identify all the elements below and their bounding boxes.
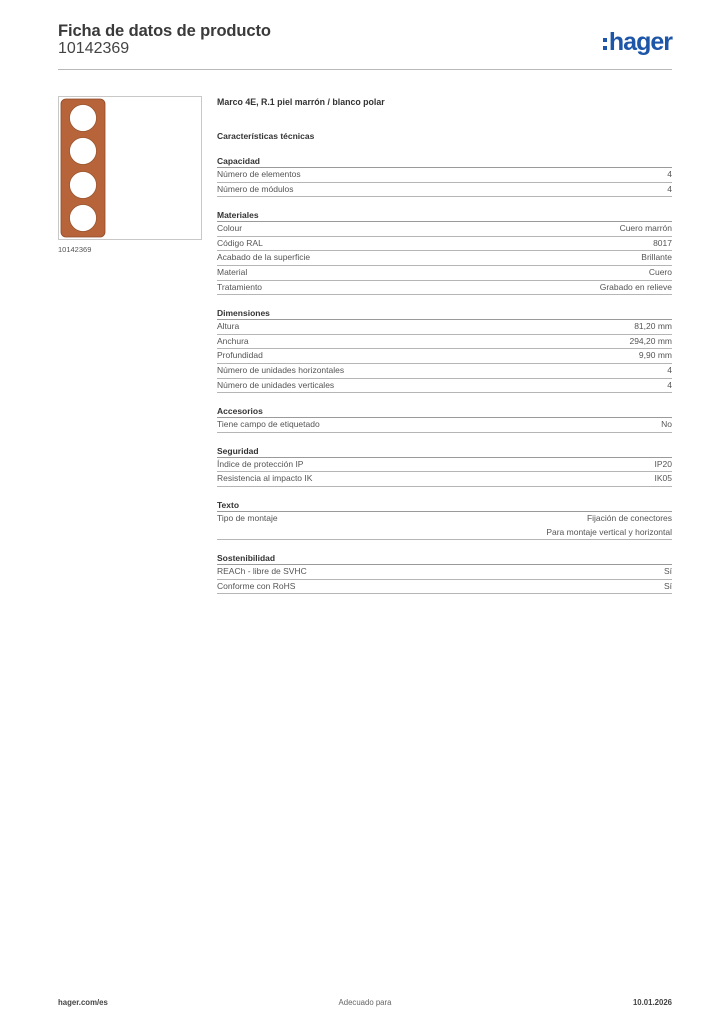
spec-section [217, 405, 672, 433]
tech-characteristics-heading: Características técnicas [217, 131, 315, 141]
spec-value [667, 183, 672, 197]
spec-label: Colour [217, 223, 243, 234]
spec-label: Tiene campo de etiquetado [217, 419, 320, 430]
spec-row [217, 580, 672, 595]
frame-insert-1 [70, 105, 97, 132]
page-header [58, 20, 672, 70]
spec-label: Anchura [217, 335, 249, 346]
section-title: Texto [217, 499, 672, 512]
logo-text: hager [608, 28, 672, 56]
spec-row [217, 379, 672, 394]
footer-date: 10.01.2026 [632, 998, 672, 1007]
spec-label: Número de elementos [217, 169, 301, 179]
section-title: Capacidad [217, 155, 672, 168]
spec-row [217, 222, 672, 237]
frame-insert-4 [70, 205, 97, 232]
spec-value-line: Brillante [641, 252, 672, 263]
spec-section [217, 499, 672, 540]
spec-value-line: 4 [667, 379, 672, 390]
spec-label: Número de unidades horizontales [217, 364, 345, 375]
spec-value-line: Fijación de conectores [586, 512, 672, 523]
section-title: Sostenibilidad [217, 552, 672, 565]
spec-row [217, 335, 672, 350]
spec-value-line: 4 [667, 169, 672, 179]
spec-value [629, 335, 672, 349]
spec-value [546, 512, 672, 539]
spec-section [217, 307, 672, 393]
section-title: Dimensiones [217, 307, 672, 320]
spec-value [664, 565, 672, 579]
spec-section [217, 445, 672, 487]
page-footer [58, 998, 672, 1010]
spec-value [664, 580, 672, 594]
spec-section [217, 552, 672, 594]
spec-sections [217, 155, 672, 594]
spec-label: Índice de protección IP [217, 458, 304, 469]
spec-label: Conforme con RoHS [217, 580, 296, 591]
spec-row [217, 237, 672, 252]
spec-value-line: IK05 [654, 473, 672, 484]
product-number: 10142369 [58, 40, 130, 57]
spec-row [217, 168, 672, 183]
footer-center-text: Adecuado para [338, 998, 392, 1007]
spec-value [649, 266, 672, 280]
spec-value [639, 349, 672, 363]
spec-value-line: Cuero marrón [619, 223, 672, 234]
spec-value [661, 418, 672, 432]
product-image-box [58, 96, 202, 240]
spec-label: REACh - libre de SVHC [217, 566, 307, 577]
spec-row [217, 364, 672, 379]
spec-label: Resistencia al impacto IK [217, 473, 313, 484]
spec-row [217, 251, 672, 266]
spec-label: Profundidad [217, 350, 263, 361]
spec-value-line: Para montaje vertical y horizontal [546, 526, 672, 537]
spec-row [217, 418, 672, 433]
section-title: Materiales [217, 209, 672, 222]
spec-value [667, 364, 672, 378]
spec-value [667, 168, 672, 182]
spec-label: Número de módulos [217, 183, 294, 194]
spec-value [634, 320, 672, 334]
spec-value-line: 294,20 mm [629, 335, 672, 346]
spec-label: Acabado de la superficie [217, 252, 311, 263]
spec-value-line: 4 [667, 183, 672, 194]
spec-value [655, 472, 673, 486]
spec-row [217, 512, 672, 540]
frame-insert-2 [70, 138, 97, 165]
spec-value-line: 9,90 mm [638, 350, 672, 361]
section-title: Accesorios [217, 405, 672, 418]
spec-row [217, 349, 672, 364]
spec-section [217, 209, 672, 295]
spec-value-line: Sí [663, 580, 672, 591]
spec-value-line: 4 [667, 364, 672, 375]
spec-value [620, 222, 672, 236]
spec-section [217, 155, 672, 197]
spec-label: Altura [217, 321, 240, 332]
spec-value [653, 237, 672, 251]
spec-row [217, 565, 672, 580]
spec-value [641, 251, 672, 265]
image-caption: 10142369 [58, 245, 92, 254]
spec-row [217, 458, 672, 473]
spec-value-line: 8017 [653, 237, 672, 248]
product-frame-image [59, 97, 201, 239]
spec-row [217, 320, 672, 335]
spec-value [667, 379, 672, 393]
spec-value-line: Grabado en relieve [599, 281, 672, 292]
spec-value-line: No [661, 419, 672, 430]
spec-row [217, 281, 672, 296]
spec-content [217, 95, 672, 594]
frame-insert-3 [70, 172, 97, 199]
spec-label: Tipo de montaje [217, 512, 278, 523]
document-title: Ficha de datos de producto [58, 22, 271, 40]
footer-website: hager.com/es [58, 998, 108, 1007]
spec-row [217, 266, 672, 281]
spec-row [217, 472, 672, 487]
spec-label: Tratamiento [217, 281, 263, 292]
section-title: Seguridad [217, 445, 672, 458]
product-name: Marco 4E, R.1 piel marrón / blanco polar [217, 97, 385, 107]
spec-label: Código RAL [217, 237, 263, 248]
spec-label: Número de unidades verticales [217, 379, 335, 390]
spec-value [655, 458, 673, 472]
spec-row [217, 183, 672, 198]
spec-value-line: Sí [663, 566, 672, 577]
spec-value-line: IP20 [654, 458, 672, 469]
spec-value-line: 81,20 mm [634, 321, 672, 332]
spec-label: Material [217, 266, 248, 277]
logo-colon-icon [603, 38, 607, 50]
hager-logo [603, 28, 672, 56]
spec-value-line: Cuero [648, 266, 672, 277]
spec-value [600, 281, 672, 295]
